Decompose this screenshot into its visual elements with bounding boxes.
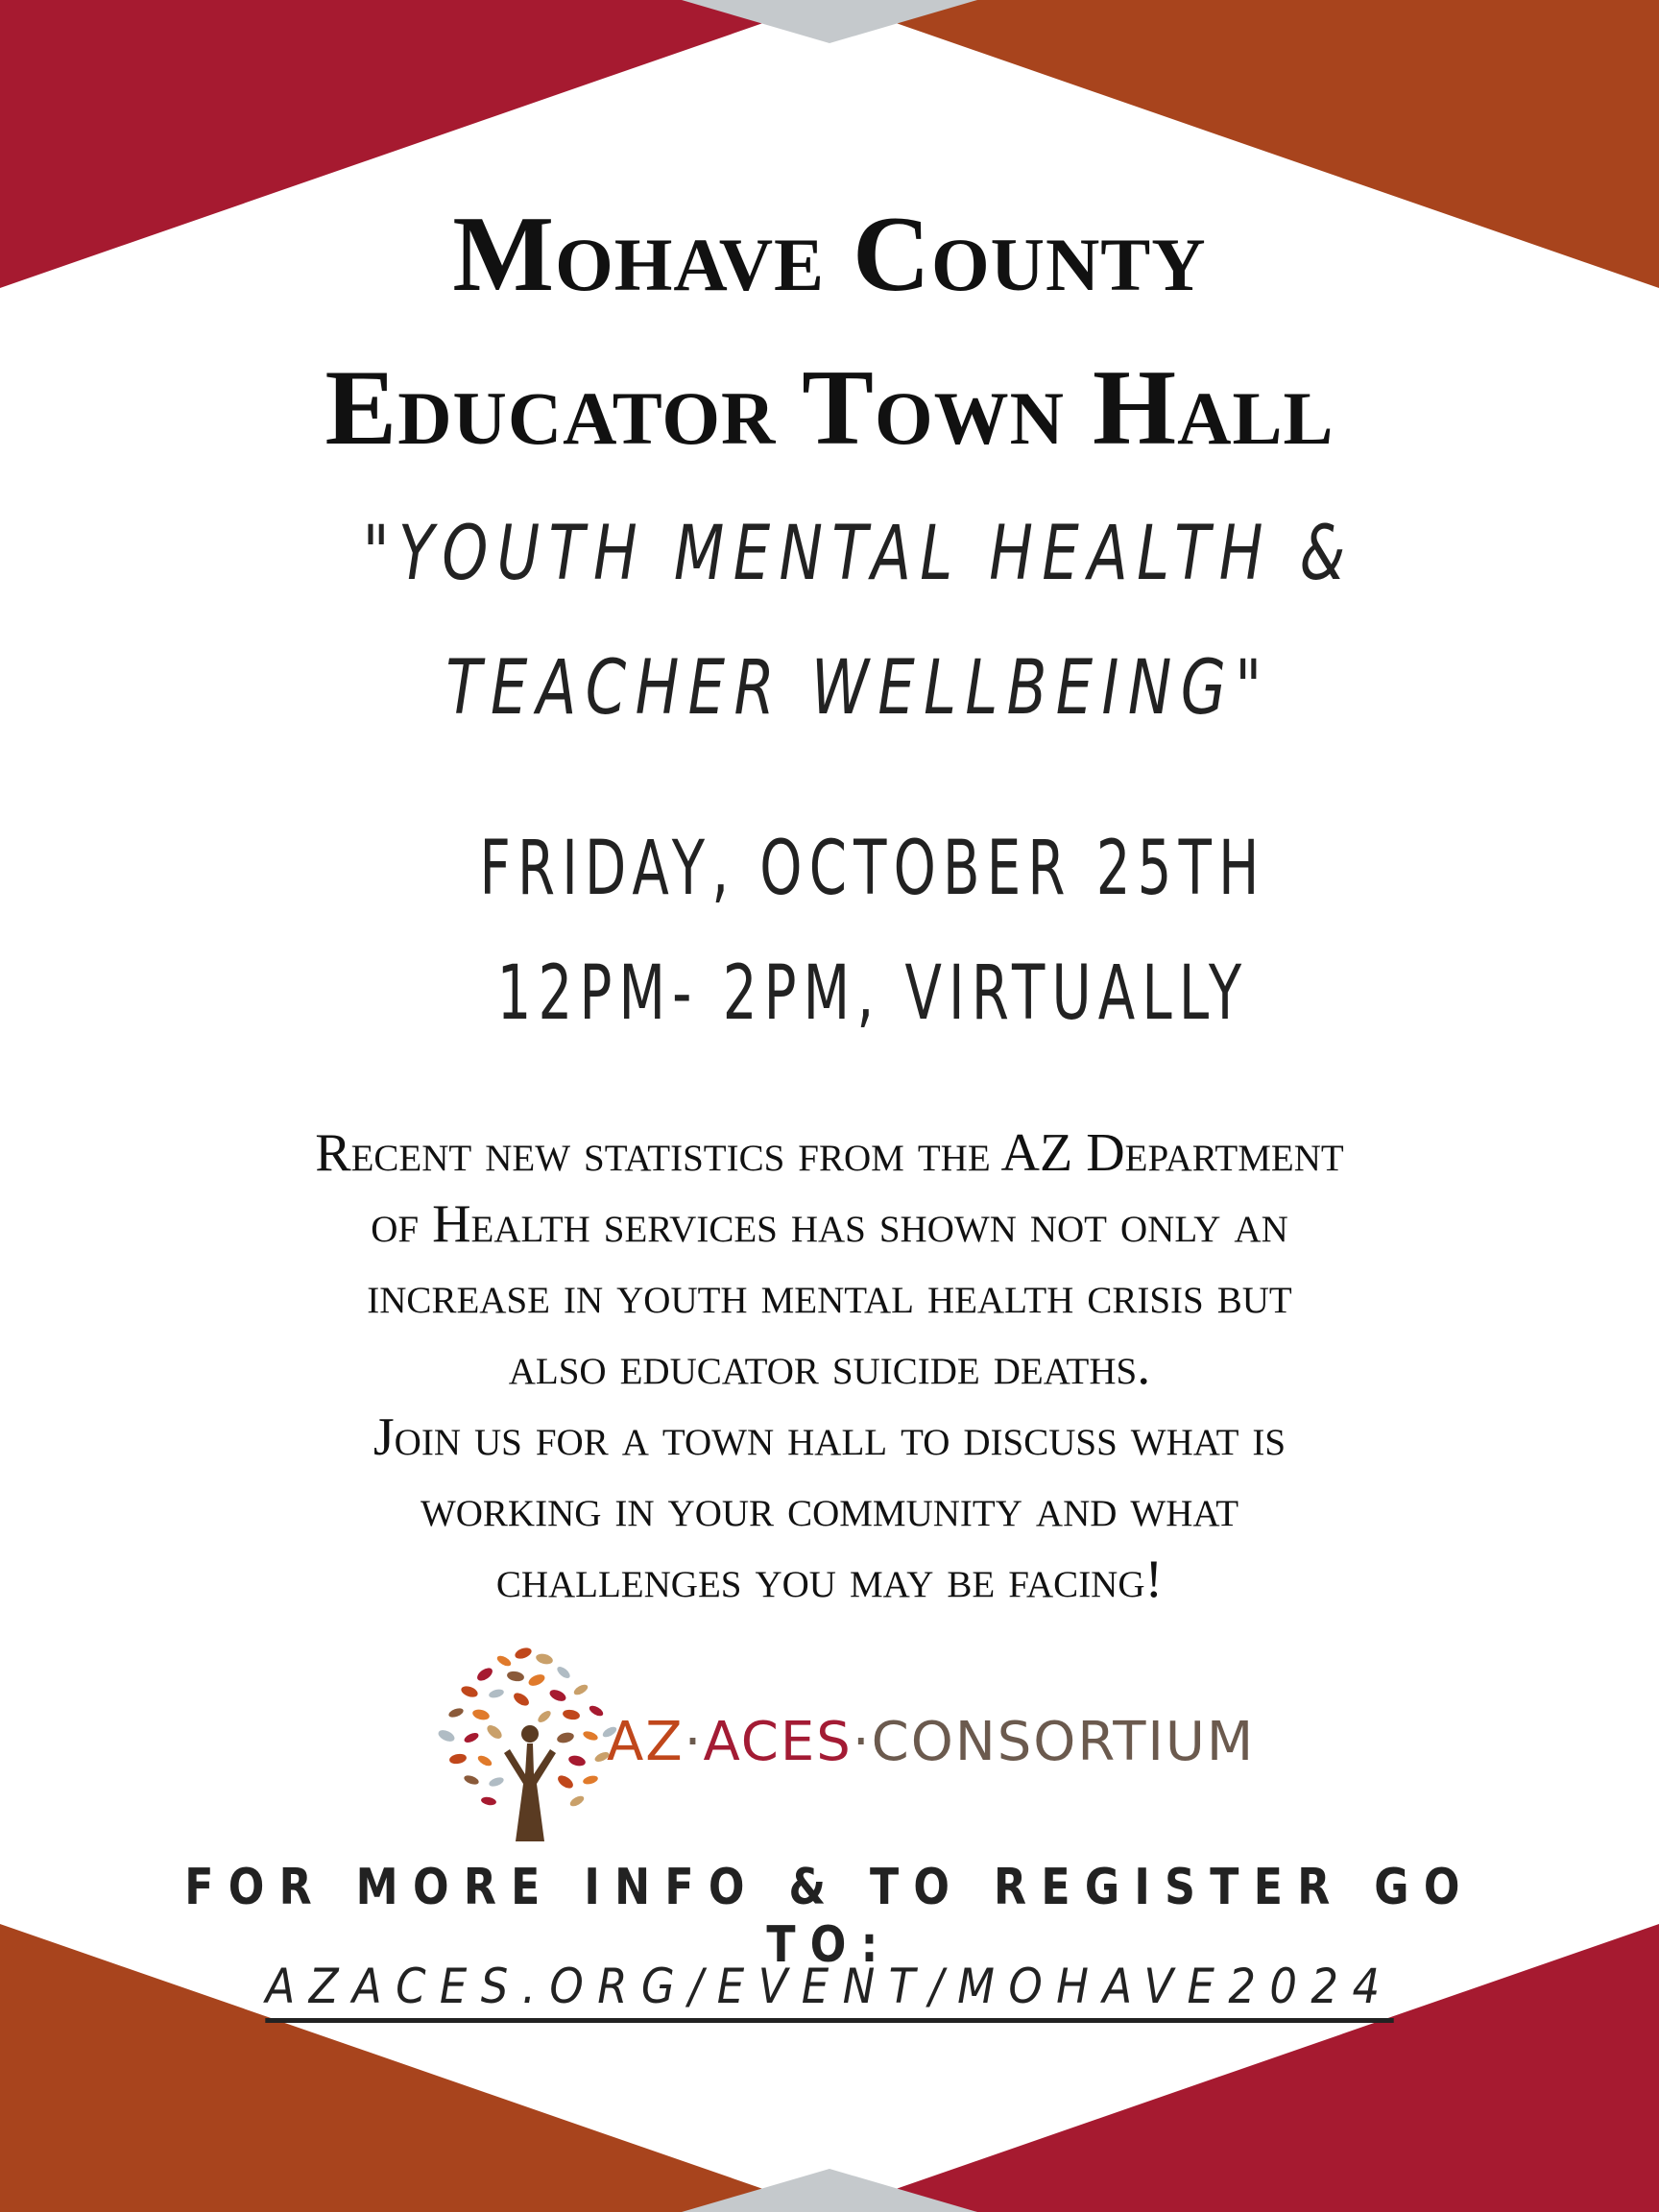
- description-line: of Health services has shown not only an: [371, 1194, 1288, 1254]
- logo-text-az: AZ: [607, 1711, 685, 1773]
- page-title-line-1: Mohave County: [452, 195, 1207, 314]
- description-line: challenges you may be facing!: [495, 1550, 1164, 1609]
- logo-text-consortium: CONSORTIUM: [871, 1711, 1256, 1773]
- description-line: Join us for a town hall to discuss what is: [373, 1407, 1286, 1467]
- subtitle-line-1: "YOUTH MENTAL HEALTH &: [362, 511, 1355, 597]
- event-date: FRIDAY, OCTOBER 25TH: [479, 826, 1266, 912]
- logo-separator: ·: [852, 1711, 872, 1773]
- description-line: increase in youth mental health crisis but: [367, 1265, 1292, 1325]
- more-info-text: FOR MORE INFO & TO REGISTER GO TO:: [184, 1859, 1475, 1974]
- az-aces-consortium-logo-text: [607, 1711, 1255, 1773]
- event-time: 12PM- 2PM, VIRTUALLY: [496, 950, 1249, 1037]
- tree-with-leaves-icon: [408, 1640, 638, 1841]
- description-line: Recent new statistics from the AZ Department: [315, 1123, 1344, 1183]
- registration-url-link[interactable]: AZACES.ORG/EVENT/MOHAVE2024: [266, 1959, 1394, 2023]
- registration-url: [83, 1959, 1575, 2014]
- logo-separator: ·: [684, 1711, 704, 1773]
- description-line: also educator suicide deaths.: [508, 1336, 1151, 1396]
- event-description: [0, 1118, 1659, 1615]
- logo-text-aces: ACES: [703, 1711, 853, 1773]
- description-line: working in your community and what: [420, 1479, 1239, 1538]
- page-title-line-2: Educator Town Hall: [325, 349, 1334, 468]
- subtitle-line-2: TEACHER WELLBEING": [445, 645, 1271, 732]
